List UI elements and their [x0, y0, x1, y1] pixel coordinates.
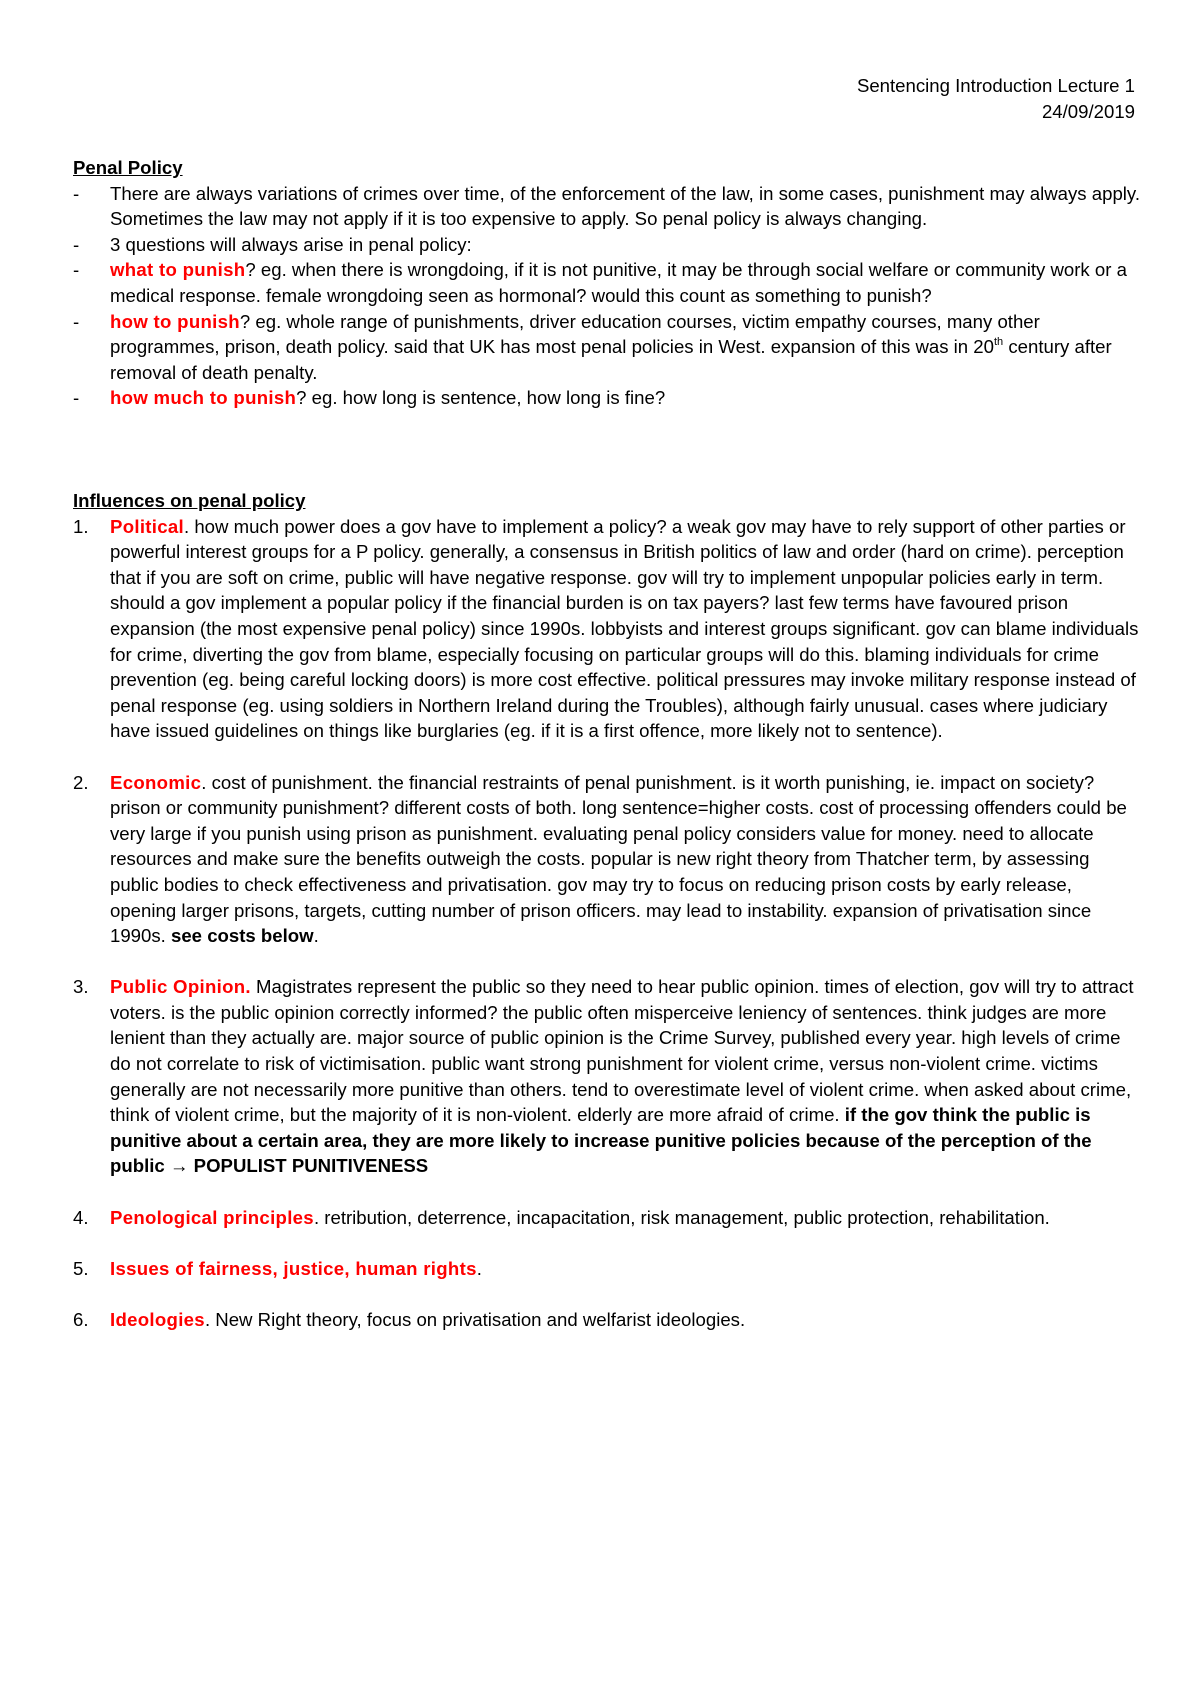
influence-text: . how much power does a gov have to implement a policy? a weak gov may have to rely support of other parties or powerful interest groups for a P policy. generally, a consensus in British politics of law and order (hard on crime). perception that if you are soft on crime, public will have negative response. gov will try to implement unpopular policies early in term. should a gov implement a popular policy if the financial burden is on tax payers? last few terms have favoured prison expansion (the most expensive penal policy) since 1990s. lobbyists and interest groups significant. gov can blame individuals for crime, diverting the gov from blame, especially focusing on particular groups will do this. blaming individuals for crime prevention (eg. being careful locking doors) is more cost effective. political pressures may invoke military response instead of penal response (eg. using soldiers in Northern Ireland during the Troubles), although fairly unusual. cases where judiciary have issued guidelines on things like burglaries (eg. if it is a first offence, more likely not to sentence). — [110, 515, 1139, 742]
penal-bullet-variations — [73, 181, 1143, 232]
lecture-date: 24/09/2019 — [1041, 100, 1135, 122]
influence-text: . retribution, deterrence, incapacitation, risk management, public protection, rehabilitation. — [313, 1206, 1050, 1228]
bullet-text-end: century after removal of death penalty. — [110, 336, 1112, 383]
influence-text: . — [476, 1257, 482, 1279]
influence-item-political — [73, 514, 1143, 744]
bullet-body — [110, 257, 1143, 308]
influence-body — [110, 1256, 1143, 1282]
influence-text: . cost of punishment. the financial restraints of penal punishment. is it worth punishing, ie. impact on society? prison or community punishment? different costs of both. long sentence=higher costs. cost of processing offenders could be very large if you punish using prison as punishment. evaluating penal policy considers value for money. need to allocate resources and make sure the benefits outweigh the costs. popular is new right theory from Thatcher term, by assessing public bodies to check effectiveness and privatisation. gov may try to focus on reducing prison costs by early release, opening larger prisons, targets, cutting number of prison officers. may lead to instability. expansion of privatisation since 1990s. — [110, 771, 1127, 947]
penal-bullet-how-to-punish — [73, 309, 1143, 386]
penal-bullet-what-to-punish — [73, 257, 1143, 308]
bullet-text: ? eg. whole range of punishments, driver education courses, victim empathy courses, many other programmes, prison, death policy. said that UK has most penal policies in West. expansion of this was in 20 — [110, 310, 1040, 358]
red-key-term: how to punish — [110, 310, 240, 332]
bullet-text: ? eg. how long is sentence, how long is fine? — [296, 387, 666, 409]
bullet-dash: - — [73, 182, 80, 204]
bullet-text: 3 questions will always arise in penal policy: — [110, 233, 472, 255]
red-key-term: Penological principles — [110, 1206, 314, 1228]
red-key-term: Public Opinion. — [110, 976, 251, 998]
bullet-dash: - — [73, 233, 80, 255]
bold-phrase: if the gov think the public is punitive about a certain area, they are more likely to increase punitive policies because of the perception of the public — [110, 1104, 1092, 1177]
list-number: 2. — [73, 771, 89, 793]
red-key-term: Economic — [110, 771, 202, 793]
list-number: 3. — [73, 976, 89, 998]
penal-bullet-three-questions — [73, 232, 1143, 258]
lecture-title: Sentencing Introduction Lecture 1 — [856, 75, 1135, 96]
bullet-dash: - — [73, 259, 80, 281]
influence-body — [110, 514, 1143, 744]
superscript-th: th — [994, 336, 1004, 349]
red-key-term: Political — [110, 515, 184, 537]
influence-body — [110, 1205, 1143, 1231]
bullet-text: There are always variations of crimes over time, of the enforcement of the law, in some cases, punishment may always apply. Sometimes the law may not apply if it is too expensive to apply. So penal policy is always changing. — [110, 182, 1141, 230]
list-number: 5. — [73, 1257, 89, 1279]
bullet-body — [110, 309, 1143, 386]
influence-text: . New Right theory, focus on privatisation and welfarist ideologies. — [204, 1309, 746, 1330]
red-key-term: Issues of fairness, justice, human rights — [110, 1257, 477, 1279]
red-key-term: what to punish — [110, 259, 246, 281]
penal-policy-heading: Penal Policy — [73, 157, 183, 178]
influence-item-public-opinion — [73, 974, 1143, 1179]
influence-text: Magistrates represent the public so they need to hear public opinion. times of election, gov will try to attract voters. is the public opinion correctly informed? the public often misperceive leniency of sentences. think judges are more lenient than they actually are. major source of public opinion is the Crime Survey, published every year. high levels of crime do not correlate to risk of victimisation. public want strong punishment for violent crime, versus non-violent crime. victims generally are not necessarily more punitive than others. tend to overestimate level of violent crime. when asked about crime, think of violent crime, but the majority of it is non-violent. elderly are more afraid of crime. — [110, 976, 1134, 1126]
influence-item-fairness — [73, 1256, 1143, 1282]
bullet-dash: - — [73, 387, 80, 409]
right-arrow-icon: → — [169, 1155, 189, 1177]
document-header — [857, 73, 1135, 124]
influence-text-end: . — [313, 925, 319, 947]
list-number: 4. — [73, 1206, 89, 1228]
influence-body — [110, 974, 1143, 1179]
list-number: 6. — [73, 1309, 89, 1330]
penal-bullet-how-much-to-punish — [73, 385, 1143, 411]
bullet-text: ? eg. when there is wrongdoing, if it is not punitive, it may be through social welfare or community work or a medical response. female wrongdoing seen as hormonal? would this count as something to punish? — [110, 259, 1127, 306]
influence-body — [110, 1307, 1143, 1333]
list-number: 1. — [73, 515, 89, 537]
influences-section — [73, 488, 1143, 1333]
influence-item-ideologies — [73, 1307, 1143, 1333]
red-key-term: Ideologies — [110, 1309, 205, 1330]
bullet-body — [110, 385, 1143, 411]
influence-item-penological-principles — [73, 1205, 1143, 1231]
red-key-term: how much to punish — [110, 387, 297, 409]
influence-item-economic — [73, 770, 1143, 949]
bold-phrase: see costs below — [171, 925, 314, 947]
influences-heading: Influences on penal policy — [73, 490, 306, 511]
influence-body — [110, 770, 1143, 949]
bullet-dash: - — [73, 310, 80, 332]
bold-conclusion: POPULIST PUNITIVENESS — [188, 1155, 429, 1177]
penal-policy-section — [73, 155, 1143, 411]
